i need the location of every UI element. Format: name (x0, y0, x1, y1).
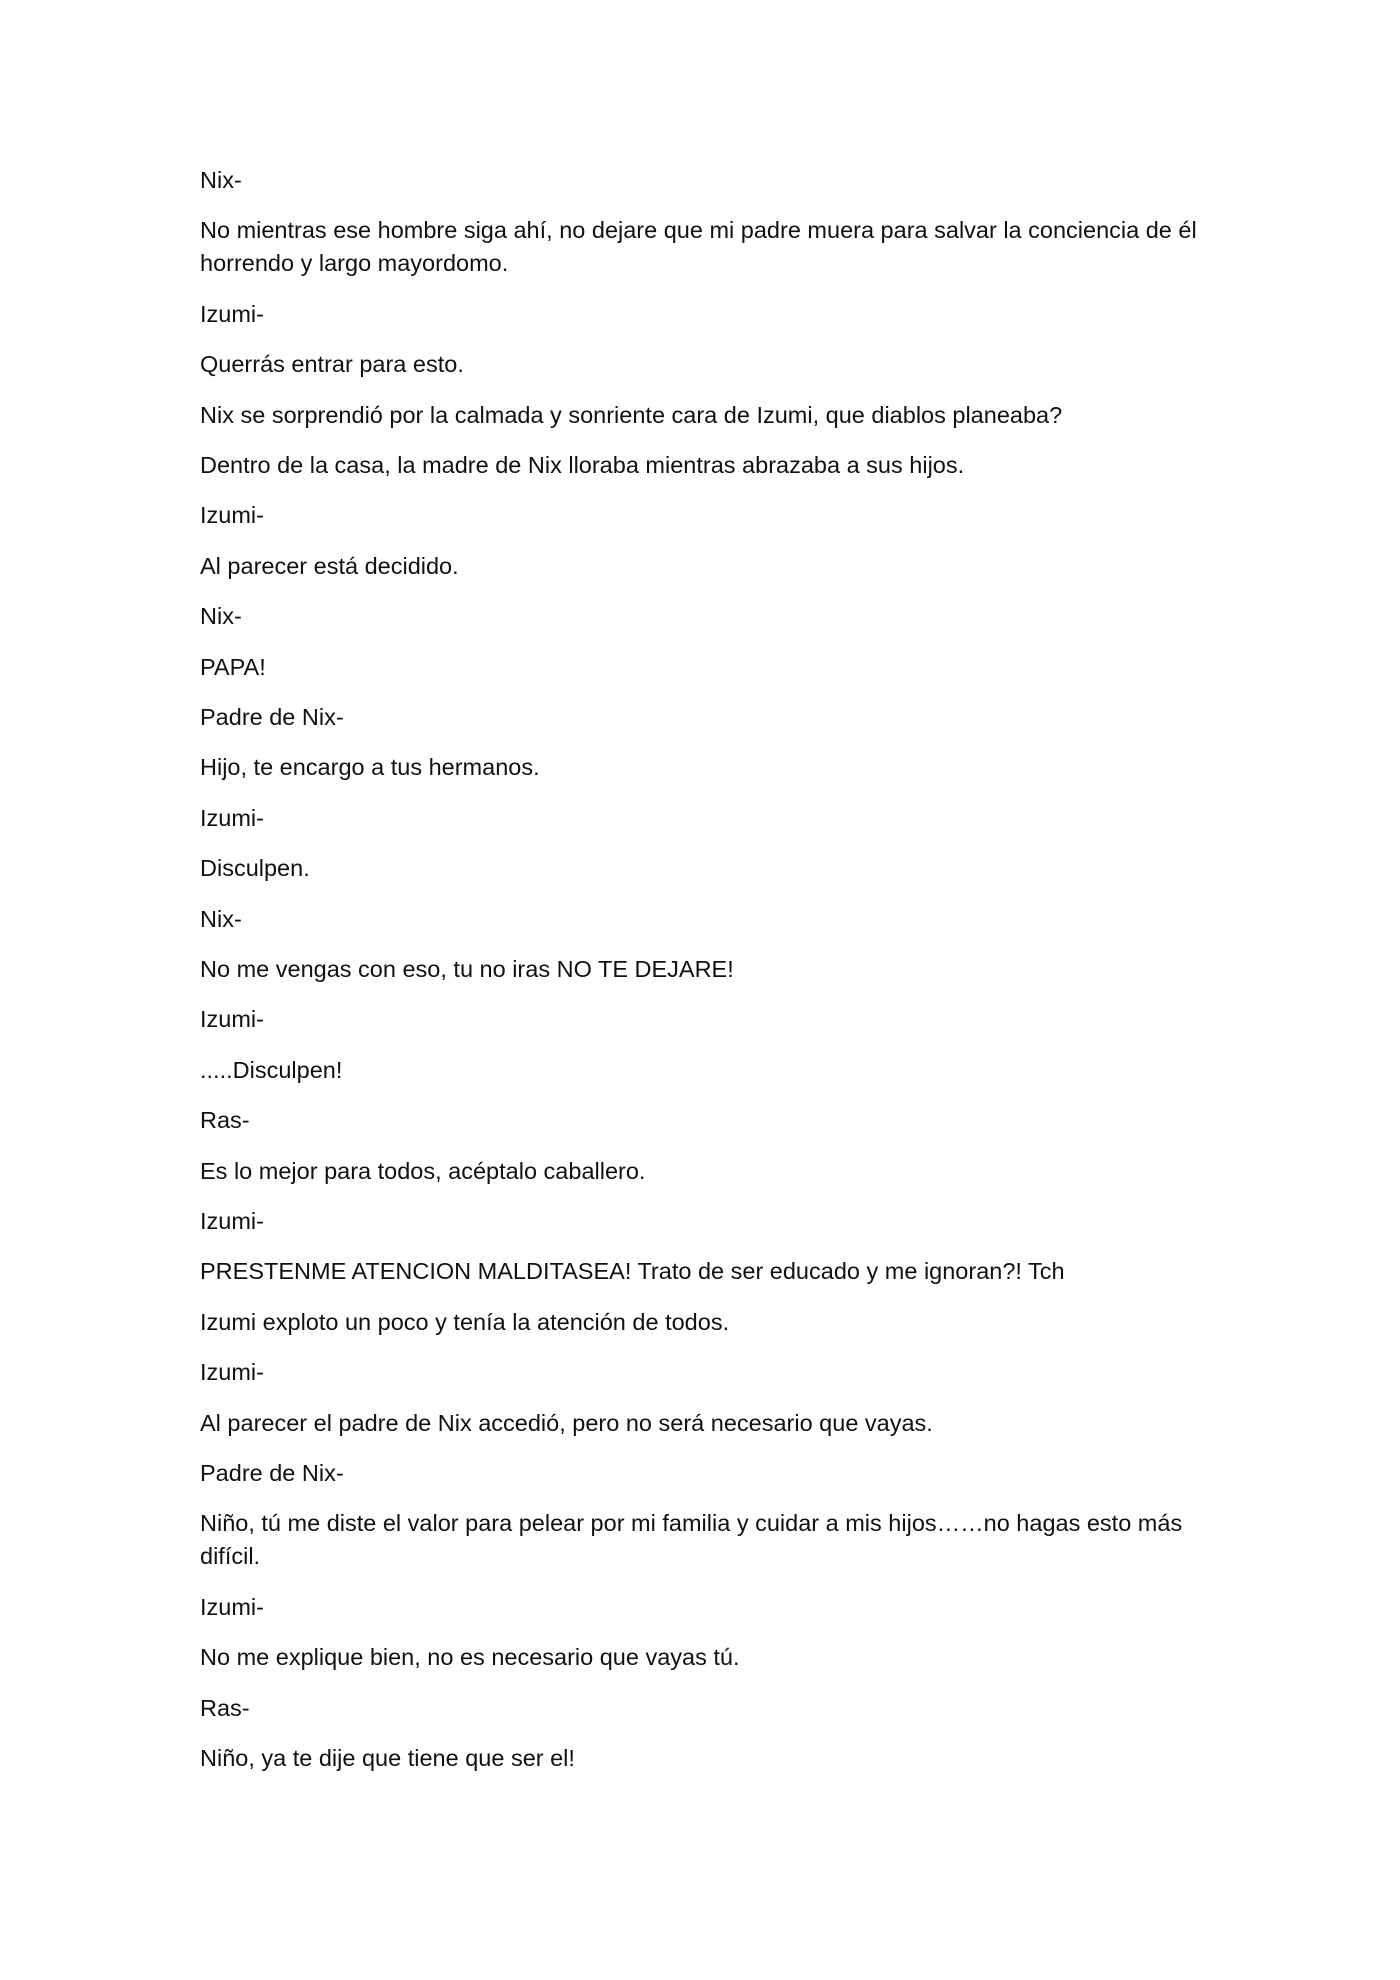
speaker-label: Izumi- (200, 1359, 264, 1386)
speaker-label: Izumi- (200, 1006, 264, 1033)
speaker-label: Nix- (200, 905, 242, 932)
dialogue-text: PRESTENME ATENCION MALDITASEA! Trato de ser educado y me ignoran?! Tch (200, 1258, 1065, 1285)
speaker-label: Padre de Nix- (200, 1460, 344, 1487)
dialogue-text: .....Disculpen! (200, 1056, 343, 1083)
dialogue-text: No me explique bien, no es necesario que vayas tú. (200, 1644, 740, 1671)
dialogue-text: Disculpen. (200, 855, 310, 882)
dialogue-text: No me vengas con eso, tu no iras NO TE DEJARE! (200, 956, 734, 982)
speaker-label: Nix- (200, 603, 242, 630)
speaker-label: Padre de Nix- (200, 703, 344, 730)
narration-text: Izumi exploto un poco y tenía la atención de todos. (200, 1308, 730, 1335)
dialogue-text: Al parecer el padre de Nix accedió, pero no será necesario que vayas. (200, 1409, 933, 1436)
speaker-label: Izumi- (200, 502, 264, 529)
speaker-label: Izumi- (200, 804, 264, 831)
dialogue-text: Al parecer está decidido. (200, 552, 459, 579)
dialogue-text: Hijo, te encargo a tus hermanos. (200, 754, 540, 781)
speaker-label: Nix- (200, 167, 242, 193)
dialogue-text: Es lo mejor para todos, acéptalo caballero. (200, 1157, 646, 1184)
narration-text: Dentro de la casa, la madre de Nix lloraba mientras abrazaba a sus hijos. (200, 451, 965, 478)
narration-text: Nix se sorprendió por la calmada y sonriente cara de Izumi, que diablos planeaba? (200, 401, 1063, 428)
dialogue-text: PAPA! (200, 653, 266, 680)
speaker-label: Ras- (200, 1107, 250, 1134)
dialogue-text: Querrás entrar para esto. (200, 351, 464, 378)
dialogue-text: No mientras ese hombre siga ahí, no dejare que mi padre muera para salvar la conciencia de él horrendo y largo mayordomo. (200, 217, 1197, 277)
dialogue-text: Niño, ya te dije que tiene que ser el! (200, 1745, 575, 1771)
speaker-label: Izumi- (200, 1208, 264, 1235)
document-body (200, 164, 1320, 1792)
speaker-label: Izumi- (200, 300, 264, 327)
speaker-label: Izumi- (200, 1593, 264, 1620)
dialogue-text: Niño, tú me diste el valor para pelear por mi familia y cuidar a mis hijos……no hagas esto más difícil. (200, 1510, 1183, 1570)
speaker-label: Ras- (200, 1694, 250, 1721)
